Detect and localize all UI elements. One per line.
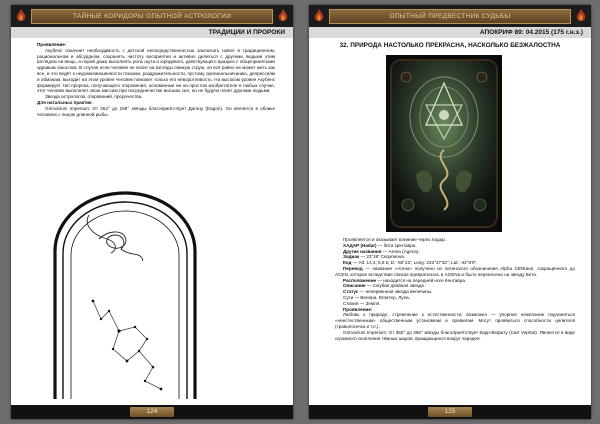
right-body-text	[335, 237, 575, 341]
flame-emblem-icon	[14, 8, 28, 24]
info-text: Grimoirium Imperium: От 350° до 356° звёзды благоприятствует Карр-Вефату (Carr Vephat). Является в виде огромного скопления тёмных шаров, вращающихся вокруг чародея.	[335, 329, 575, 341]
info-text: — Alt: 14,4; 5,8 в; D: -60°22'; Long: 233°47'32"; Lat: -44°8'9".	[351, 260, 478, 266]
info-label: Другие названия	[343, 248, 382, 254]
section-title: АПОКРИФ 89: 04.2015 (175 г.н.э.)	[309, 27, 591, 38]
intro-line: Проявляется и оказывает влияние через Хадар.	[343, 237, 447, 242]
flame-emblem-icon	[312, 8, 326, 24]
header-band	[309, 5, 591, 27]
left-page	[11, 5, 293, 419]
info-text: Любовь к природе, стремление к естественности, возможно — упорное нежелание подчиняться «неестественным» общественным установкам и правилам. Могут проявиться способности целителя (травологичка и т.п.).	[335, 312, 575, 329]
info-label: Проявление:	[343, 306, 373, 312]
info-label: Описание	[343, 283, 366, 289]
info-label: Код	[343, 260, 352, 266]
page-footer	[309, 405, 591, 419]
info-label: Перевод	[343, 265, 363, 271]
constellation-arch-illustration	[49, 191, 201, 401]
info-label: Статус	[343, 289, 359, 295]
header-band	[11, 5, 293, 27]
header-title: ТАЙНЫЕ КОРИДОРЫ ОПЫТНОЙ АСТРОЛОГИИ	[31, 9, 273, 24]
tarot-card-illustration	[386, 55, 502, 232]
info-label: Зодиак	[343, 254, 360, 260]
left-body-text	[37, 42, 275, 117]
page-footer	[11, 405, 293, 419]
info-text: Стихия — Земля.	[343, 300, 381, 306]
info-text: — непервенная звезда величины.	[358, 289, 433, 295]
header-title: ОПЫТНЫЙ ПРЕДВЕСТНИК СУДЬБЫ	[329, 9, 571, 24]
paragraph-heading: Для натальных практик:	[37, 99, 93, 105]
flame-emblem-icon	[276, 8, 290, 24]
page-number: 124	[130, 407, 174, 417]
info-text: — 23°48' Скорпиона.	[359, 254, 406, 260]
section-title: ТРАДИЦИИ И ПРОРОКИ	[11, 27, 293, 38]
info-line	[335, 266, 575, 278]
info-label: Расположение	[343, 277, 377, 283]
info-text: — название «Агена» получено из латинского обозначения Alpha CENtauri, сокращённого до ACEN, которое вследствие описки превратилось в AGENa и было перенесено на звезду Бета.	[335, 265, 575, 277]
page-number: 125	[428, 407, 472, 417]
info-text: — голубая двойная звезда.	[365, 283, 426, 289]
info-text: — бета Центавра.	[376, 242, 417, 248]
flame-emblem-icon	[574, 8, 588, 24]
info-text: — находится на передней ноге Кентавра.	[376, 277, 467, 283]
paragraph: Звезда астрологов, откровений, пророчества.	[45, 94, 143, 100]
info-text: Сути — Венера, Юпитер, Луна.	[343, 294, 410, 300]
paragraph: Акубенс означает необходимость с детской непосредственностью заключать новое в традиционном, рациональном и абсурдном, сохранять чистоту восприятия и активно делиться с другими людьми этим взглядом на вещь, а порой даже выполнять роль шута и юродивого, действующего вразрез с общепринятыми здравым смыслом. В случае если человек не носит на взгляды свежую струю, он всё равно не может жить как все, и это ведёт к неуравновешенности психики, раздражительности, пустому оригинальничанию, депрессиям и обманам; выходит на этом уровне человек поможет только его неворотливость. На высоком уровне Акубенс формирует тип пророка, получающего откровения, основанные ни на простом изобретателе в любых случае, этот человек выполняет свою миссию при посредничестве высших сил, но не будучи понят другими людьми.	[37, 47, 275, 94]
info-line	[335, 312, 575, 329]
info-line	[335, 330, 575, 342]
chapter-title: 32. ПРИРОДА НАСТОЛЬКО ПРЕКРАСНА, НАСКОЛЬКО БЕЗЖАЛОСТНА	[339, 42, 561, 49]
paragraph: Grimoirium Imperium: От 252° до 258° звёзды благоприятствует Дагону (Dagon). Он является в облике человека с лицом длинной рыбы.	[37, 105, 275, 117]
info-label: ХАДАР (Hadar)	[343, 242, 377, 248]
right-page	[309, 5, 591, 419]
info-text: — Агена (Agena).	[381, 248, 420, 254]
paragraph-heading: Проявление:	[37, 42, 67, 47]
